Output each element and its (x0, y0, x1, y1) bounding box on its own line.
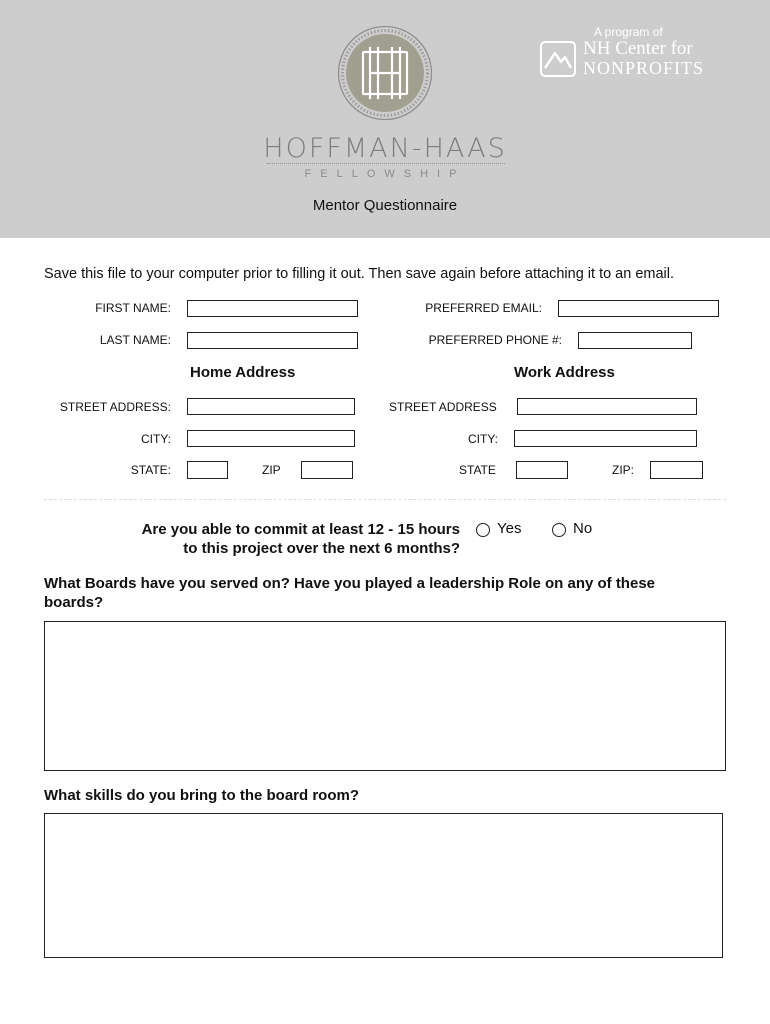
program-name-line1: NH Center for (583, 38, 693, 59)
work-city-input[interactable] (514, 430, 697, 447)
work-street-input[interactable] (517, 398, 697, 415)
boards-answer-textarea[interactable] (44, 621, 726, 771)
work-state-input[interactable] (516, 461, 568, 479)
program-prefix: A program of (594, 25, 663, 39)
brand-name: HOFFMAN-HAAS (263, 133, 507, 164)
home-city-label: CITY: (140, 432, 171, 446)
home-address-heading: Home Address (190, 364, 296, 381)
phone-label: PREFERRED PHONE #: (428, 333, 562, 347)
skills-answer-textarea[interactable] (44, 813, 723, 958)
program-name-line2: NONPROFITS (583, 58, 705, 78)
header-band (0, 0, 770, 238)
commit-question-line2: to this project over the next 6 months? (183, 540, 460, 557)
commit-no-radio[interactable] (552, 523, 566, 537)
nh-center-logo-icon (540, 41, 576, 77)
home-state-label: STATE: (130, 463, 171, 477)
home-zip-label: ZIP (262, 463, 281, 477)
brand-divider (267, 163, 505, 164)
email-label: PREFERRED EMAIL: (425, 301, 542, 315)
work-address-heading: Work Address (514, 364, 615, 381)
hoffman-haas-seal-logo (337, 25, 433, 121)
work-zip-input[interactable] (650, 461, 703, 479)
brand-subtitle: FELLOWSHIP (304, 168, 466, 180)
work-zip-label: ZIP: (612, 463, 635, 477)
commit-question-line1: Are you able to commit at least 12 - 15 hours (141, 521, 460, 538)
section-divider (44, 499, 726, 500)
work-city-label: CITY: (467, 432, 498, 446)
phone-input[interactable] (578, 332, 692, 349)
commit-yes-radio[interactable] (476, 523, 490, 537)
last-name-input[interactable] (187, 332, 358, 349)
last-name-label: LAST NAME: (99, 333, 171, 347)
home-street-input[interactable] (187, 398, 355, 415)
work-street-label: STREET ADDRESS (389, 400, 497, 414)
first-name-input[interactable] (187, 300, 358, 317)
instruction-text: Save this file to your computer prior to filling it out. Then save again before attaching it to an email. (44, 266, 675, 282)
home-zip-input[interactable] (301, 461, 353, 479)
home-street-label: STREET ADDRESS: (59, 400, 171, 414)
boards-question: What Boards have you served on? Have you played a leadership Role on any of these boards? (44, 575, 656, 611)
email-input[interactable] (558, 300, 719, 317)
home-state-input[interactable] (187, 461, 228, 479)
skills-question: What skills do you bring to the board room? (44, 787, 359, 804)
first-name-label: FIRST NAME: (95, 301, 171, 315)
page-title: Mentor Questionnaire (312, 197, 458, 214)
commit-yes-label: Yes (497, 520, 522, 537)
commit-no-label: No (573, 520, 593, 537)
work-state-label: STATE (459, 463, 496, 477)
home-city-input[interactable] (187, 430, 355, 447)
